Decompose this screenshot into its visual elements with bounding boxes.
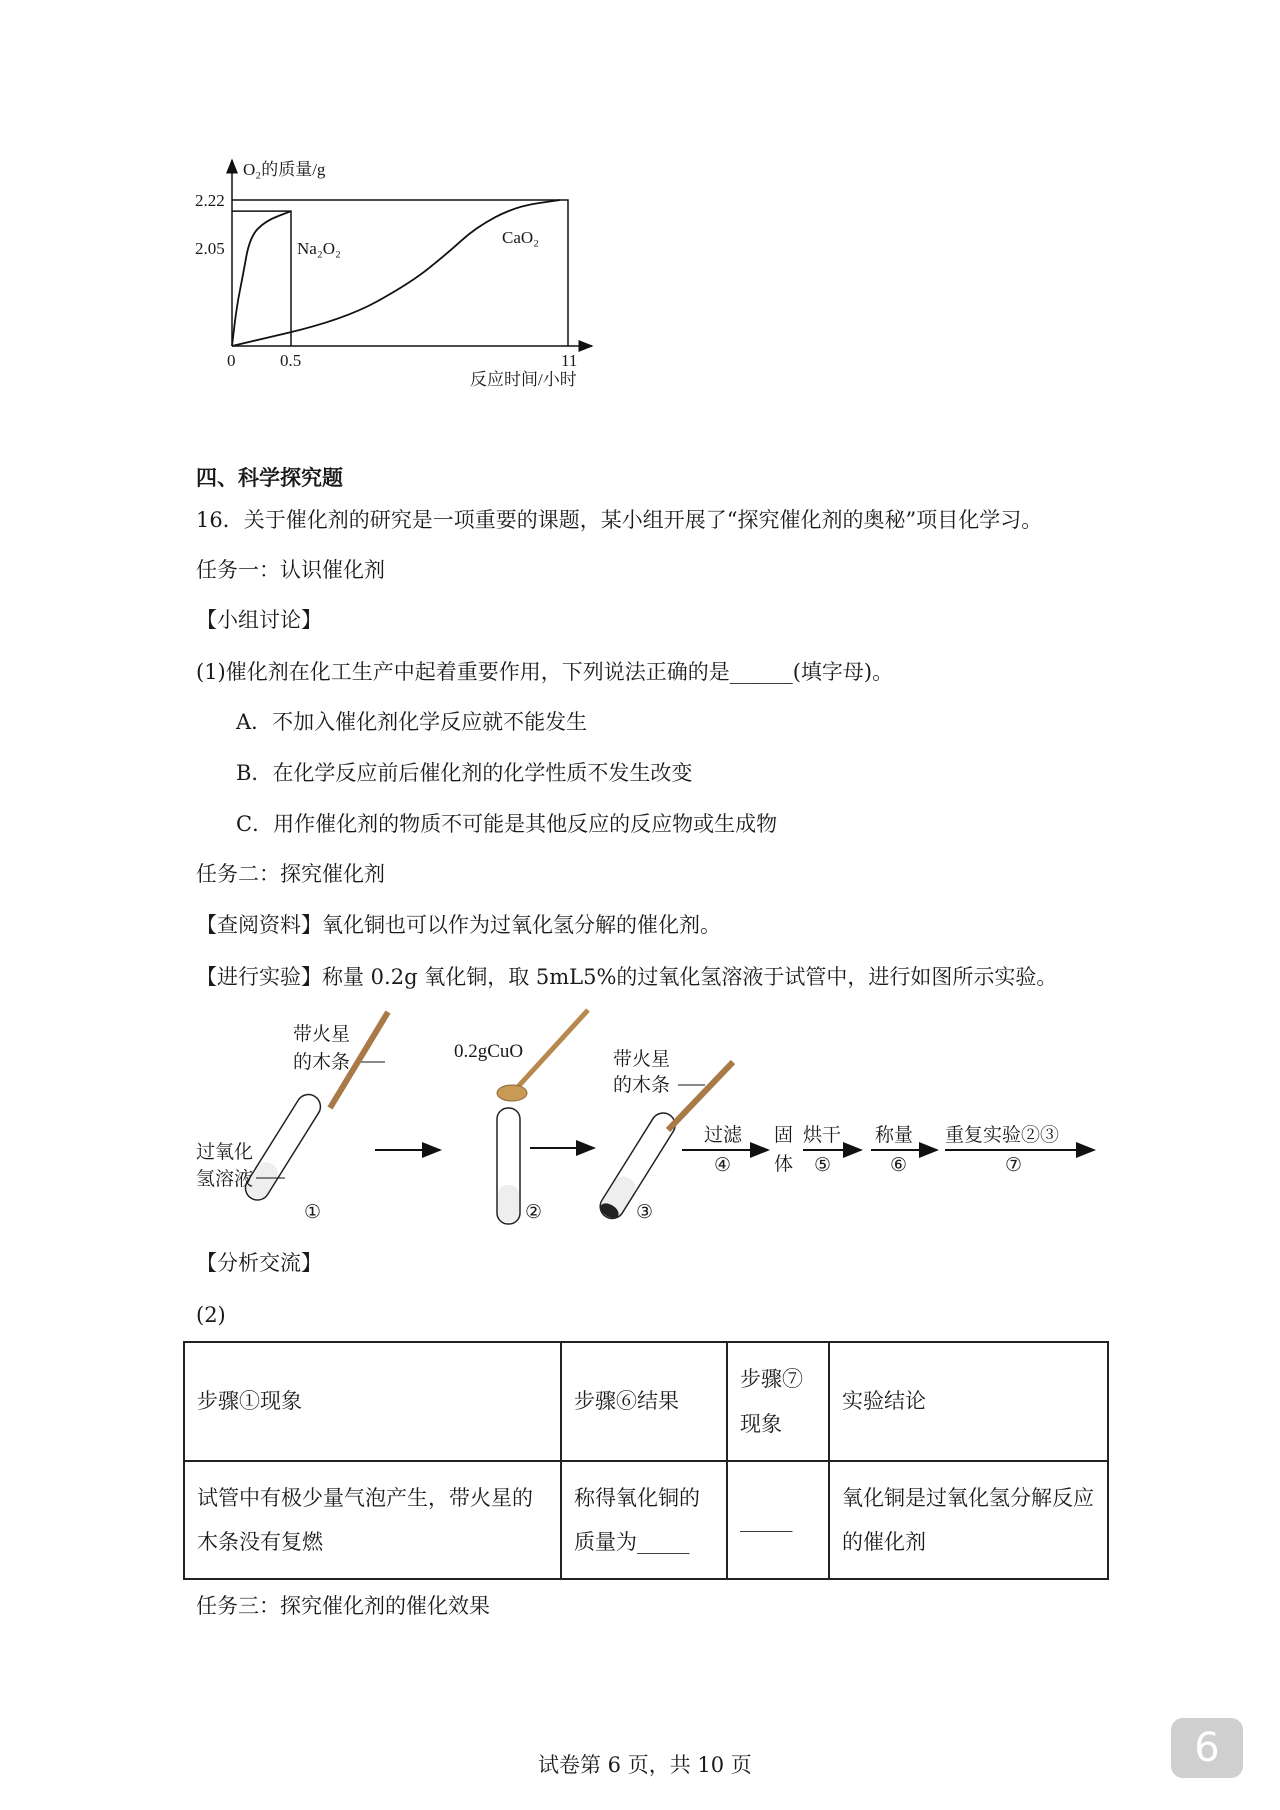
option-a: A．不加入催化剂化学反应就不能发生 <box>236 710 588 734</box>
step-3-marker: ③ <box>636 1202 654 1223</box>
o2-mass-chart <box>0 0 1280 400</box>
series-label-na2o2: Na₂O₂ <box>297 239 341 258</box>
task-1: 任务一：认识催化剂 <box>196 558 385 582</box>
experiment-figure <box>0 1000 1280 1260</box>
splint-3 <box>668 1062 733 1130</box>
label-filter: 过滤 <box>704 1125 743 1146</box>
header-step1: 步骤①现象 <box>184 1342 561 1461</box>
label-solid-b: 体 <box>774 1154 794 1175</box>
header-conclusion: 实验结论 <box>829 1342 1108 1461</box>
x-axis-label: 反应时间/小时 <box>470 370 577 389</box>
results-table <box>183 1341 1109 1580</box>
label-repeat: 重复实验②③ <box>945 1125 1060 1146</box>
option-c: C．用作催化剂的物质不可能是其他反应的反应物或生成物 <box>236 812 778 836</box>
step-6-marker: ⑥ <box>890 1155 908 1176</box>
header-step6: 步骤⑥结果 <box>561 1342 727 1461</box>
lookup-info: 【查阅资料】氧化铜也可以作为过氧化氢分解的催化剂。 <box>196 913 721 937</box>
header-step7: 步骤⑦现象 <box>727 1342 829 1461</box>
question-16: 16．关于催化剂的研究是一项重要的课题，某小组开展了“探究催化剂的奥秘”项目化学习。 <box>196 508 1043 532</box>
step-1-marker: ① <box>304 1202 322 1223</box>
discussion-heading: 【小组讨论】 <box>196 608 322 632</box>
label-splint-1a: 带火星 <box>293 1024 351 1045</box>
series-line-na2o2 <box>232 211 291 346</box>
cell-step6: 称得氧化铜的质量为_____ <box>561 1461 727 1579</box>
test-tube-1 <box>241 1090 325 1204</box>
question-1: (1)催化剂在化工生产中起着重要作用，下列说法正确的是______(填字母)。 <box>196 660 894 684</box>
cell-step7: _____ <box>727 1461 829 1579</box>
step-7-marker: ⑦ <box>1005 1155 1023 1176</box>
page-footer: 试卷第 6 页，共 10 页 <box>538 1753 752 1777</box>
label-dry: 烘干 <box>803 1125 842 1146</box>
question-2: (2) <box>196 1303 226 1327</box>
y-tick-222: 2.22 <box>195 191 225 210</box>
guide-na2o2 <box>232 211 291 346</box>
step-2-marker: ② <box>525 1202 543 1223</box>
task-3: 任务三：探究催化剂的催化效果 <box>196 1594 490 1618</box>
label-splint-3a: 带火星 <box>613 1049 671 1070</box>
step-5-marker: ⑤ <box>814 1155 832 1176</box>
experiment-desc: 【进行实验】称量 0.2g 氧化铜，取 5mL5%的过氧化氢溶液于试管中，进行如图所示实验。 <box>196 965 1058 989</box>
x-tick-05: 0.5 <box>280 351 302 370</box>
label-solution-b: 氢溶液 <box>196 1169 254 1190</box>
series-label-cao2: CaO₂ <box>502 228 540 247</box>
label-solution-a: 过氧化 <box>196 1142 254 1163</box>
analysis-heading: 【分析交流】 <box>196 1251 322 1275</box>
y-axis-label: O₂的质量/g <box>243 160 326 179</box>
label-cuo: 0.2gCuO <box>454 1041 524 1062</box>
cell-conclusion: 氧化铜是过氧化氢分解反应的催化剂 <box>829 1461 1108 1579</box>
series-line-cao2 <box>232 200 560 346</box>
task-2: 任务二：探究催化剂 <box>196 862 385 886</box>
section-title: 四、科学探究题 <box>196 465 343 490</box>
guide-cao2 <box>232 200 568 346</box>
label-splint-1b: 的木条 <box>293 1052 351 1073</box>
cell-step1: 试管中有极少量气泡产生，带火星的木条没有复燃 <box>184 1461 561 1579</box>
y-tick-205: 2.05 <box>195 239 225 258</box>
x-tick-11: 11 <box>561 351 578 370</box>
option-b: B．在化学反应前后催化剂的化学性质不发生改变 <box>236 761 693 785</box>
step-4-marker: ④ <box>714 1155 732 1176</box>
x-tick-0: 0 <box>227 351 236 370</box>
label-splint-3b: 的木条 <box>613 1075 671 1096</box>
page-number-badge: 6 <box>1171 1718 1243 1778</box>
label-solid-a: 固 <box>774 1125 794 1146</box>
label-weigh: 称量 <box>875 1125 914 1146</box>
spoon <box>515 1010 588 1090</box>
